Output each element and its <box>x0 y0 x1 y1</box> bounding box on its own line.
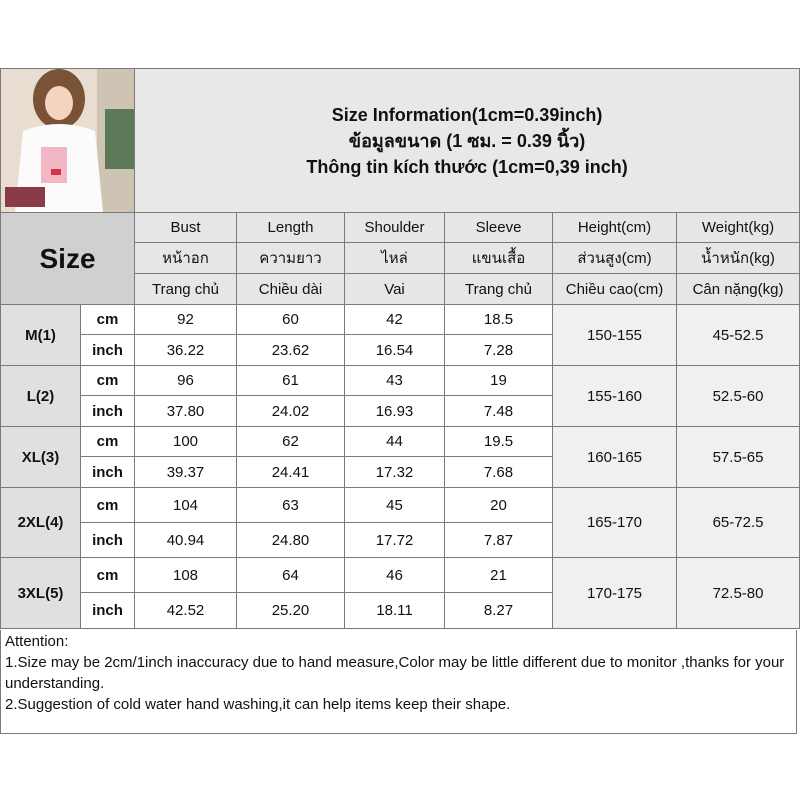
info-line-vi: Thông tin kích thước (1cm=0,39 inch) <box>306 156 628 177</box>
weight-range: 72.5-80 <box>677 558 800 629</box>
unit-cm: cm <box>81 558 135 593</box>
shoulder-inch: 17.32 <box>345 457 445 488</box>
col-weight-vi: Cân nặng(kg) <box>677 274 800 305</box>
col-height-en: Height(cm) <box>553 213 677 243</box>
col-bust-en: Bust <box>135 213 237 243</box>
size-label: M(1) <box>1 305 81 366</box>
col-length-en: Length <box>237 213 345 243</box>
bust-inch: 42.52 <box>135 593 237 629</box>
size-label: 3XL(5) <box>1 558 81 629</box>
col-shoulder-th: ไหล่ <box>345 243 445 274</box>
unit-inch: inch <box>81 593 135 629</box>
shoulder-cm: 42 <box>345 305 445 335</box>
weight-range: 57.5-65 <box>677 427 800 488</box>
length-cm: 63 <box>237 488 345 523</box>
shoulder-inch: 16.93 <box>345 396 445 427</box>
bust-cm: 104 <box>135 488 237 523</box>
bust-inch: 37.80 <box>135 396 237 427</box>
info-line-th: ข้อมูลขนาด (1 ซม. = 0.39 นิ้ว) <box>348 130 586 151</box>
col-sleeve-th: แขนเสื้อ <box>445 243 553 274</box>
product-photo <box>1 69 135 213</box>
length-inch: 25.20 <box>237 593 345 629</box>
sleeve-cm: 18.5 <box>445 305 553 335</box>
weight-range: 45-52.5 <box>677 305 800 366</box>
unit-inch: inch <box>81 457 135 488</box>
unit-cm: cm <box>81 427 135 457</box>
bust-inch: 40.94 <box>135 523 237 558</box>
length-cm: 61 <box>237 366 345 396</box>
col-sleeve-en: Sleeve <box>445 213 553 243</box>
col-length-vi: Chiều dài <box>237 274 345 305</box>
sleeve-cm: 20 <box>445 488 553 523</box>
col-height-vi: Chiều cao(cm) <box>553 274 677 305</box>
col-bust-vi: Trang chủ <box>135 274 237 305</box>
shoulder-cm: 43 <box>345 366 445 396</box>
col-bust-th: หน้าอก <box>135 243 237 274</box>
shoulder-inch: 17.72 <box>345 523 445 558</box>
height-range: 150-155 <box>553 305 677 366</box>
unit-cm: cm <box>81 366 135 396</box>
shoulder-cm: 44 <box>345 427 445 457</box>
shoulder-cm: 45 <box>345 488 445 523</box>
weight-range: 65-72.5 <box>677 488 800 558</box>
height-range: 170-175 <box>553 558 677 629</box>
note-2: 2.Suggestion of cold water hand washing,it can help items keep their shape. <box>5 696 511 713</box>
note-1: 1.Size may be 2cm/1inch inaccuracy due to hand measure,Color may be little different due to monitor ,thanks for your understanding. <box>5 654 785 692</box>
size-label: 2XL(4) <box>1 488 81 558</box>
unit-inch: inch <box>81 396 135 427</box>
height-range: 165-170 <box>553 488 677 558</box>
col-shoulder-en: Shoulder <box>345 213 445 243</box>
length-inch: 24.80 <box>237 523 345 558</box>
unit-cm: cm <box>81 488 135 523</box>
notes-heading: Attention: <box>5 633 69 650</box>
length-cm: 64 <box>237 558 345 593</box>
sleeve-inch: 7.68 <box>445 457 553 488</box>
attention-notes <box>0 630 797 734</box>
size-label: L(2) <box>1 366 81 427</box>
bust-cm: 108 <box>135 558 237 593</box>
shoulder-cm: 46 <box>345 558 445 593</box>
unit-cm: cm <box>81 305 135 335</box>
model-photo-image <box>1 69 135 212</box>
size-table <box>0 68 800 629</box>
length-cm: 60 <box>237 305 345 335</box>
sleeve-inch: 7.28 <box>445 335 553 366</box>
sleeve-cm: 19.5 <box>445 427 553 457</box>
info-line-en: Size Information(1cm=0.39inch) <box>331 104 603 125</box>
size-column-header: Size <box>1 213 135 305</box>
col-height-th: ส่วนสูง(cm) <box>553 243 677 274</box>
sleeve-inch: 7.87 <box>445 523 553 558</box>
col-weight-en: Weight(kg) <box>677 213 800 243</box>
sleeve-cm: 19 <box>445 366 553 396</box>
bust-cm: 100 <box>135 427 237 457</box>
bust-cm: 96 <box>135 366 237 396</box>
length-inch: 23.62 <box>237 335 345 366</box>
sleeve-cm: 21 <box>445 558 553 593</box>
col-weight-th: น้ำหนัก(kg) <box>677 243 800 274</box>
height-range: 155-160 <box>553 366 677 427</box>
weight-range: 52.5-60 <box>677 366 800 427</box>
bust-cm: 92 <box>135 305 237 335</box>
height-range: 160-165 <box>553 427 677 488</box>
length-cm: 62 <box>237 427 345 457</box>
bust-inch: 36.22 <box>135 335 237 366</box>
size-information-header <box>135 69 800 213</box>
unit-inch: inch <box>81 523 135 558</box>
shoulder-inch: 18.11 <box>345 593 445 629</box>
unit-inch: inch <box>81 335 135 366</box>
sleeve-inch: 7.48 <box>445 396 553 427</box>
bust-inch: 39.37 <box>135 457 237 488</box>
shoulder-inch: 16.54 <box>345 335 445 366</box>
size-label: XL(3) <box>1 427 81 488</box>
col-shoulder-vi: Vai <box>345 274 445 305</box>
col-sleeve-vi: Trang chủ <box>445 274 553 305</box>
sleeve-inch: 8.27 <box>445 593 553 629</box>
length-inch: 24.41 <box>237 457 345 488</box>
length-inch: 24.02 <box>237 396 345 427</box>
col-length-th: ความยาว <box>237 243 345 274</box>
